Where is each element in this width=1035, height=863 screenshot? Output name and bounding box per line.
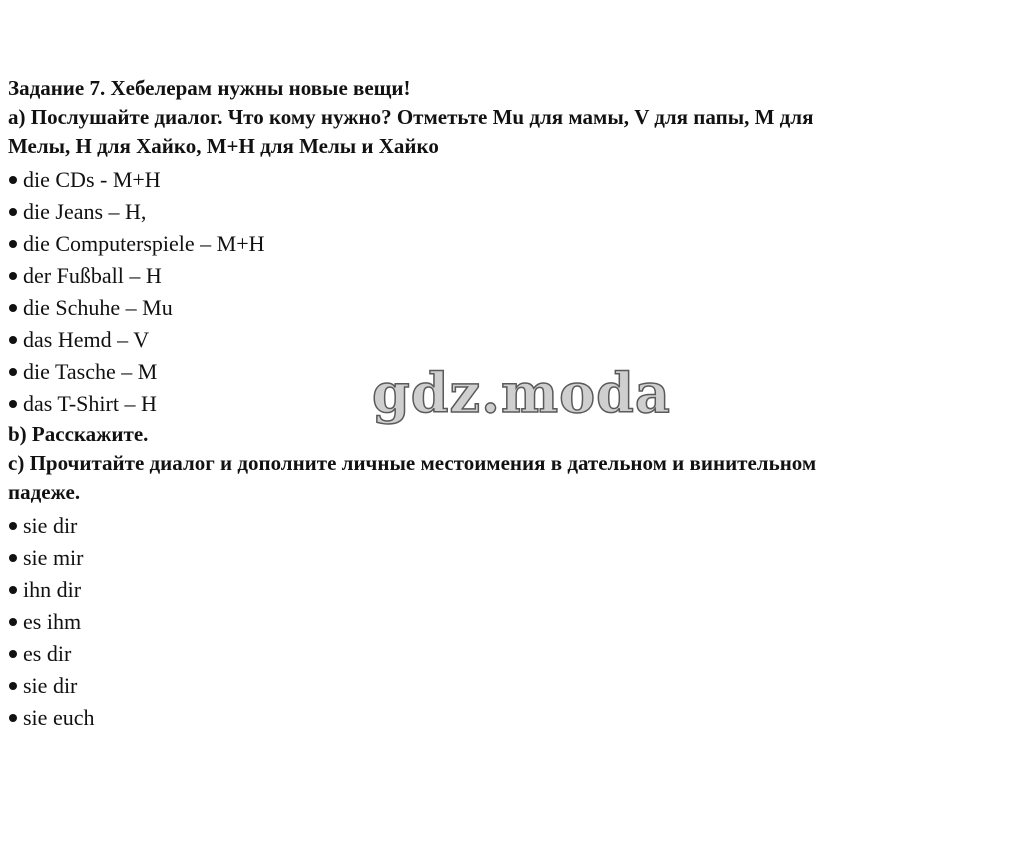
list-item <box>8 260 1032 292</box>
list-item-text: sie euch <box>23 705 95 730</box>
list-item <box>8 196 1032 228</box>
bullet-icon <box>9 586 17 594</box>
bullet-icon <box>9 714 17 722</box>
task-document <box>8 74 1032 734</box>
bullet-icon <box>9 522 17 530</box>
site-watermark: gdz.moda <box>372 361 671 425</box>
list-item <box>8 638 1032 670</box>
list-item-text: sie dir <box>23 513 78 538</box>
list-item-text: das Hemd – V <box>23 327 150 352</box>
part-a-answer-list <box>8 164 1032 425</box>
bullet-icon <box>9 304 17 312</box>
list-item-text: sie mir <box>23 545 84 570</box>
list-item <box>8 542 1032 574</box>
task-title: Задание 7. Хебелерам нужны новые вещи! <box>8 76 411 100</box>
bullet-icon <box>9 368 17 376</box>
list-item-text: es ihm <box>23 609 82 634</box>
list-item <box>8 164 1032 196</box>
list-item <box>8 388 1032 420</box>
bullet-icon <box>9 176 17 184</box>
part-a-instruction-line2: Мелы, H для Хайко, M+H для Мелы и Хайко <box>8 134 439 158</box>
list-item <box>8 574 1032 606</box>
list-item-text: die Computerspiele – M+H <box>23 231 265 256</box>
bullet-icon <box>9 650 17 658</box>
list-item <box>8 702 1032 734</box>
list-item <box>8 510 1032 542</box>
part-a-instruction-line1: а) Послушайте диалог. Что кому нужно? Отметьте Mu для мамы, V для папы, M для <box>8 105 814 129</box>
list-item <box>8 356 1032 388</box>
list-item-text: die Schuhe – Mu <box>23 295 173 320</box>
part-c-instruction-line2: падеже. <box>8 480 81 504</box>
bullet-icon <box>9 336 17 344</box>
list-item-text: es dir <box>23 641 72 666</box>
list-item <box>8 292 1032 324</box>
list-item-text: sie dir <box>23 673 78 698</box>
list-item <box>8 228 1032 260</box>
bullet-icon <box>9 682 17 690</box>
part-c-answer-list <box>8 510 1032 734</box>
list-item <box>8 606 1032 638</box>
list-item-text: die Tasche – M <box>23 359 158 384</box>
list-item-text: der Fußball – H <box>23 263 162 288</box>
list-item-text: ihn dir <box>23 577 82 602</box>
list-item-text: die Jeans – H, <box>23 199 147 224</box>
bullet-icon <box>9 272 17 280</box>
list-item <box>8 324 1032 356</box>
bullet-icon <box>9 618 17 626</box>
bullet-icon <box>9 400 17 408</box>
bullet-icon <box>9 554 17 562</box>
bullet-icon <box>9 208 17 216</box>
bullet-icon <box>9 240 17 248</box>
part-c-instruction-line1: c) Прочитайте диалог и дополните личные местоимения в дательном и винительном <box>8 451 817 475</box>
part-b-instruction: b) Расскажите. <box>8 422 149 446</box>
list-item-text: die CDs - M+H <box>23 167 161 192</box>
list-item-text: das T-Shirt – H <box>23 391 157 416</box>
list-item <box>8 670 1032 702</box>
